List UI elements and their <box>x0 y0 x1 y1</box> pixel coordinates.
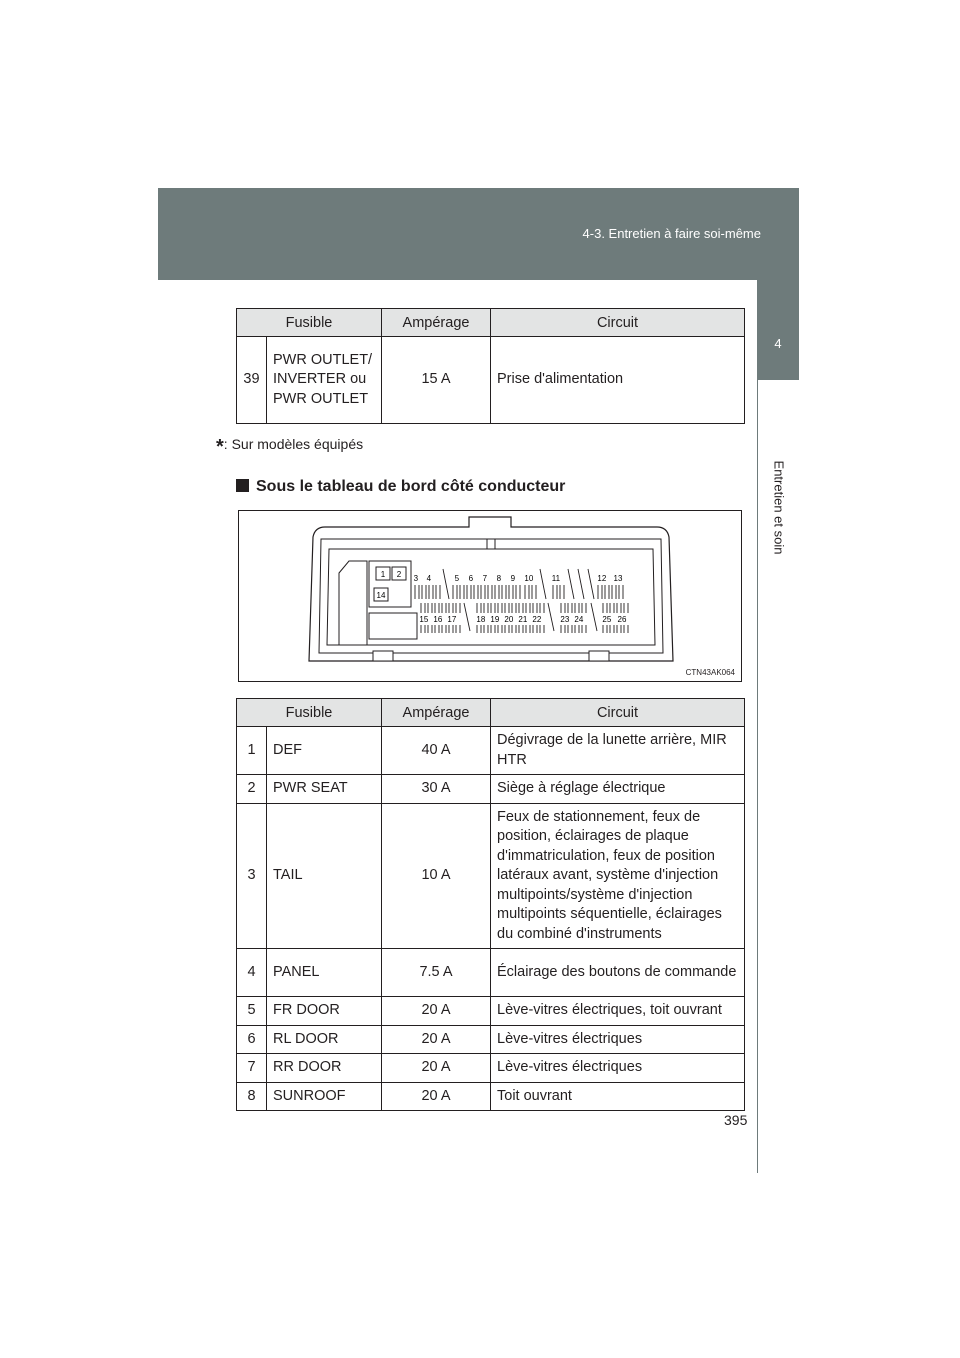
fuse-table <box>236 698 745 1111</box>
table-row <box>237 1025 745 1054</box>
fuse-name: DEF <box>267 727 382 775</box>
table-row <box>237 1082 745 1111</box>
fuse-box-illustration <box>239 511 743 683</box>
footnote-text: : Sur modèles équipés <box>223 436 364 452</box>
table-row <box>237 1054 745 1083</box>
chapter-number: 4 <box>774 336 782 351</box>
table-row <box>237 727 745 775</box>
page-number: 395 <box>724 1112 748 1128</box>
fuse-number: 5 <box>237 997 267 1026</box>
fuse-number: 8 <box>237 1082 267 1111</box>
fuse-label-3: 3 <box>413 574 419 583</box>
fuse-label-25: 25 <box>602 615 612 624</box>
fuse-label-26: 26 <box>617 615 627 624</box>
fuse-circuit: Dégivrage de la lunette arrière, MIR HTR <box>491 727 745 775</box>
fuse-circuit: Lève-vitres électriques <box>491 1054 745 1083</box>
fuse-label-9: 9 <box>510 574 516 583</box>
fuse-label-16: 16 <box>433 615 443 624</box>
fuse-circuit: Siège à réglage électrique <box>491 775 745 804</box>
chapter-side-tab <box>757 280 799 1173</box>
diagram-code: CTN43AK064 <box>685 668 735 677</box>
fuse-amperage: 15 A <box>382 337 491 424</box>
fuse-label-14: 14 <box>376 591 386 600</box>
section-title: 4-3. Entretien à faire soi-même <box>582 226 761 241</box>
fuse-label-13: 13 <box>613 574 623 583</box>
fuse-label-7: 7 <box>482 574 488 583</box>
fuse-label-10: 10 <box>524 574 534 583</box>
table-row <box>237 775 745 804</box>
fuse-number: 2 <box>237 775 267 804</box>
fuse-label-12: 12 <box>597 574 607 583</box>
fuse-number: 6 <box>237 1025 267 1054</box>
fuse-name: SUNROOF <box>267 1082 382 1111</box>
fuse-name: TAIL <box>267 803 382 949</box>
fuse-number: 7 <box>237 1054 267 1083</box>
fuse-table-continued <box>236 308 745 424</box>
fuse-label-24: 24 <box>574 615 584 624</box>
fuse-name: PANEL <box>267 949 382 997</box>
table-row <box>237 337 745 424</box>
chapter-label: Entretien et soin <box>771 460 787 555</box>
fuse-label-1: 1 <box>380 570 386 579</box>
fuse-number: 1 <box>237 727 267 775</box>
fuse-circuit: Lève-vitres électriques, toit ouvrant <box>491 997 745 1026</box>
header-fuse: Fusible <box>237 699 382 727</box>
chapter-label-box <box>757 380 799 1173</box>
fuse-label-15: 15 <box>419 615 429 624</box>
fuse-box-diagram <box>238 510 742 682</box>
header-circuit: Circuit <box>491 699 745 727</box>
fuse-name: PWR OUTLET/ INVERTER ou PWR OUTLET <box>267 337 382 424</box>
fuse-label-11: 11 <box>551 574 561 583</box>
fuse-name: PWR SEAT <box>267 775 382 804</box>
table-header-row <box>237 699 745 727</box>
footnote-mark: * <box>216 436 224 458</box>
fuse-label-22: 22 <box>532 615 542 624</box>
table-header-row <box>237 309 745 337</box>
fuse-number: 3 <box>237 803 267 949</box>
fuse-circuit: Éclairage des boutons de commande <box>491 949 745 997</box>
header-amperage: Ampérage <box>382 699 491 727</box>
fuse-label-5: 5 <box>454 574 460 583</box>
fuse-label-8: 8 <box>496 574 502 583</box>
square-bullet-icon <box>236 479 249 492</box>
fuse-number: 4 <box>237 949 267 997</box>
fuse-label-23: 23 <box>560 615 570 624</box>
table-row <box>237 949 745 997</box>
fuse-label-6: 6 <box>468 574 474 583</box>
fuse-amperage: 20 A <box>382 1082 491 1111</box>
table-row <box>237 997 745 1026</box>
header-fuse: Fusible <box>237 309 382 337</box>
fuse-circuit: Toit ouvrant <box>491 1082 745 1111</box>
header-amperage: Ampérage <box>382 309 491 337</box>
fuse-name: RR DOOR <box>267 1054 382 1083</box>
fuse-name: FR DOOR <box>267 997 382 1026</box>
fuse-number: 39 <box>237 337 267 424</box>
fuse-circuit: Prise d'alimentation <box>491 337 745 424</box>
fuse-label-17: 17 <box>447 615 457 624</box>
section-heading <box>236 478 565 496</box>
chapter-header <box>158 188 799 280</box>
fuse-amperage: 40 A <box>382 727 491 775</box>
fuse-label-2: 2 <box>396 570 402 579</box>
fuse-amperage: 20 A <box>382 1025 491 1054</box>
fuse-amperage: 20 A <box>382 1054 491 1083</box>
fuse-label-21: 21 <box>518 615 528 624</box>
fuse-label-19: 19 <box>490 615 500 624</box>
section-heading-text: Sous le tableau de bord côté conducteur <box>256 478 566 495</box>
fuse-name: RL DOOR <box>267 1025 382 1054</box>
footnote <box>216 436 363 459</box>
fuse-amperage: 20 A <box>382 997 491 1026</box>
fuse-label-4: 4 <box>426 574 432 583</box>
fuse-amperage: 10 A <box>382 803 491 949</box>
fuse-circuit: Lève-vitres électriques <box>491 1025 745 1054</box>
table-row <box>237 803 745 949</box>
fuse-label-18: 18 <box>476 615 486 624</box>
header-circuit: Circuit <box>491 309 745 337</box>
fuse-circuit: Feux de stationnement, feux de position, éclairages de plaque d'immatriculation, feux de position latéraux avant, système d'injection multipoints/système d'injection multipoints séquentielle, éclairages du combiné d'instruments <box>491 803 745 949</box>
fuse-amperage: 7.5 A <box>382 949 491 997</box>
fuse-amperage: 30 A <box>382 775 491 804</box>
fuse-label-20: 20 <box>504 615 514 624</box>
